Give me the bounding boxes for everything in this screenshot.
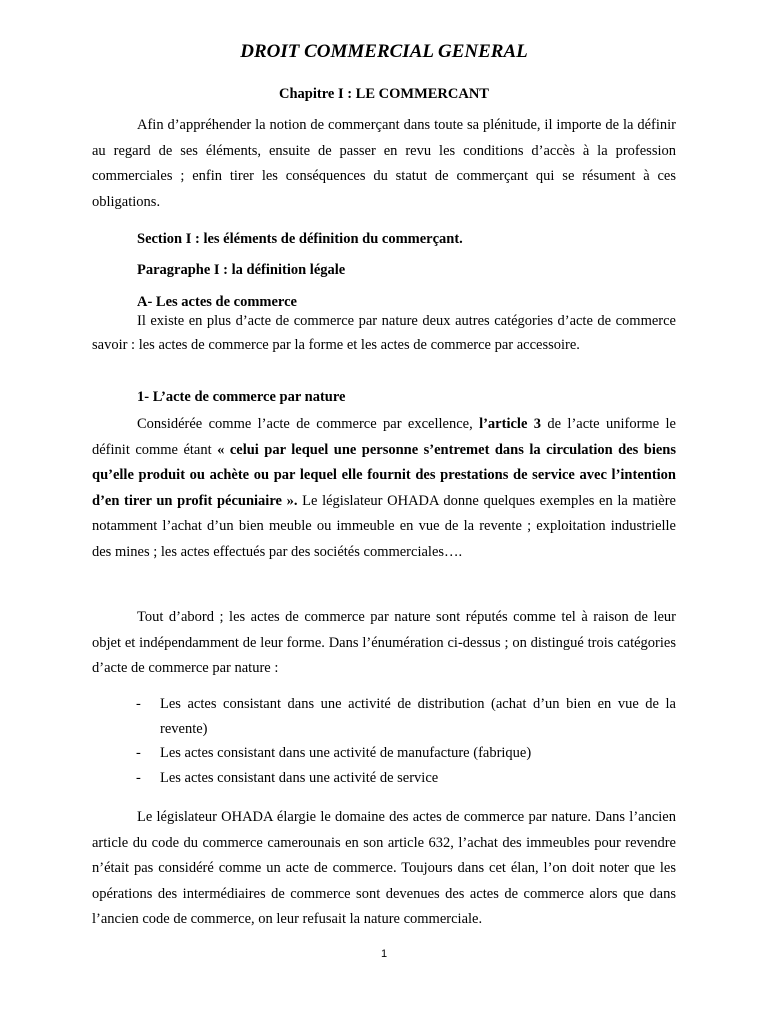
list-item [92,766,676,791]
article-reference: l’article 3 [479,416,541,432]
categories-list [92,692,676,790]
chapter-heading: Chapitre I : LE COMMERCANT [279,86,489,102]
list-item [92,741,676,766]
list-item-text: Les actes consistant dans une activité de service [160,769,439,786]
paragraph-heading: Paragraphe I : la définition légale [137,262,346,278]
page-number: 1 [380,948,388,960]
paragraph-tout-dabord: Tout d’abord ; les actes de commerce par nature sont réputés comme tel à raison de leur objet et indépendamment de leur forme. Dans l’énumération ci-dessus ; on distingué trois catégories d’acte de commerce par nature : [92,609,676,676]
list-item-text: Les actes consistant dans une activité de distribution (achat d’un bien en vue de la revente) [160,696,676,737]
paragraph-legislateur: Le législateur OHADA élargie le domaine des actes de commerce par nature. Dans l’ancien article du code du commerce camerounais en son article 632, l’achat des immeubles pour revendre n’était pas considéré comme un acte de commerce. Toujours dans cet élan, l’on doit noter que les opérations des intermédiaires de commerce sont devenues des actes de commerce alors que dans l’ancien code de commerce, on leur refusait la nature commerciale. [92,809,676,927]
list-item [92,692,676,741]
paragraph-actes-categories: Il existe en plus d’acte de commerce par nature deux autres catégories d’acte de commerce savoir : les actes de commerce par la forme et les actes de commerce par accessoire. [92,313,676,353]
list-bullet: - [136,745,141,761]
list-bullet: - [136,769,141,786]
intro-paragraph: Afin d’appréhender la notion de commerçant dans toute sa plénitude, il importe de la définir au regard de ses éléments, ensuite de passer en revu les conditions d’accès à la profession commerciales ; enfin tirer les conséquences du statut de commerçant qui se résument à ces obligations. [92,117,676,210]
subheading-actes-de-commerce: A- Les actes de commerce [137,294,297,310]
section-heading: Section I : les éléments de définition du commerçant. [137,231,463,247]
list-bullet: - [136,696,141,712]
paragraph-acte-par-nature [92,412,676,565]
list-item-text: Les actes consistant dans une activité de manufacture (fabrique) [160,745,532,761]
document-title: DROIT COMMERCIAL GENERAL [240,41,528,62]
subheading-acte-par-nature: 1- L’acte de commerce par nature [137,389,346,405]
text-segment: de l’acte uniforme le définit comme étant [92,416,676,458]
legal-quote: « celui par lequel une personne s’entremet dans la circulation des biens qu’elle produit ou achète ou par lequel elle fournit des prestations de service avec l’intention d’en tirer un profit pécuniaire ». [92,441,676,509]
text-segment: Considérée comme l’acte de commerce par excellence, [137,416,480,432]
text-segment: Le législateur OHADA donne quelques exemples en la matière notamment l’achat d’un bien meuble ou immeuble en vue de la revente ; exploitation industrielle des mines ; les actes effectués par des sociétés commerciales…. [92,492,676,560]
